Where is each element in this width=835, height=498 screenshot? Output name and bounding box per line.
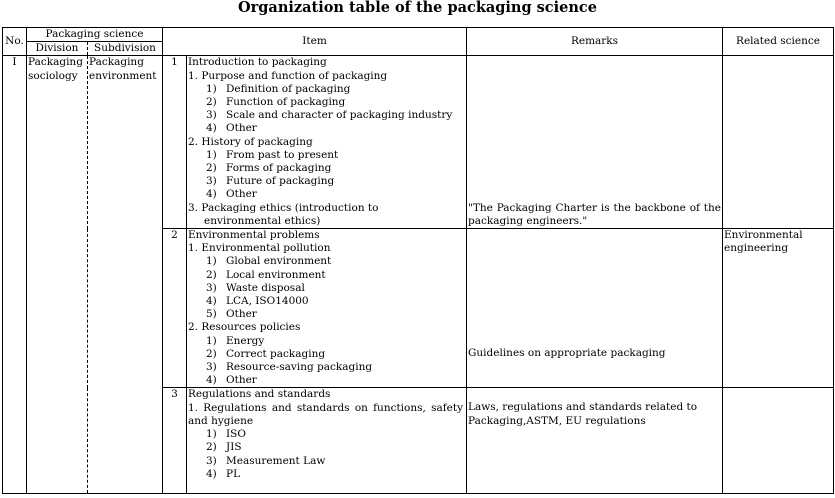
remark-spacer <box>468 229 721 347</box>
item-number: 4) <box>206 295 217 308</box>
item-text: Other <box>226 188 257 201</box>
section-number: 2 <box>163 229 187 388</box>
item-number: 3) <box>206 109 217 122</box>
list-item <box>188 295 465 308</box>
section-number: 1 <box>163 56 187 229</box>
related-cell: Environmental engineering <box>723 229 834 388</box>
section-heading: Introduction to packaging <box>188 56 327 69</box>
item-text: Other <box>226 308 257 321</box>
header-subdivision: Subdivision <box>88 42 163 56</box>
remark-text: Laws, regulations and standards related to Packaging,ASTM, EU regulations <box>468 401 698 427</box>
ethics-line-cont: environmental ethics) <box>204 214 321 227</box>
list-item <box>188 308 465 321</box>
group-label: 1. Environmental pollution <box>188 242 331 255</box>
item-number: 1) <box>206 334 217 347</box>
list-item <box>188 441 465 454</box>
item-number: 2) <box>206 347 217 360</box>
list-item <box>188 122 465 135</box>
header-related-science: Related science <box>723 28 834 56</box>
section-heading: Environmental problems <box>188 229 320 242</box>
item-number: 3) <box>206 454 217 467</box>
header-item: Item <box>163 28 467 56</box>
item-number: 1) <box>206 428 217 441</box>
subdivision-cell: Packaging environment <box>88 56 163 494</box>
item-number: 4) <box>206 188 217 201</box>
item-number: 3) <box>206 281 217 294</box>
list-item <box>188 109 465 122</box>
item-text: Resource-saving packaging <box>226 361 373 374</box>
item-text: Correct packaging <box>226 347 326 360</box>
list-item <box>188 361 465 374</box>
header-division: Division <box>27 42 88 56</box>
item-text: Definition of packaging <box>226 82 351 95</box>
row-number: I <box>3 56 27 494</box>
item-number: 1) <box>206 148 217 161</box>
list-item <box>188 282 465 295</box>
list-item <box>188 269 465 282</box>
item-text: JIS <box>226 441 242 454</box>
list-item <box>188 188 465 201</box>
item-text: Forms of packaging <box>226 162 332 175</box>
section-item-cell <box>187 229 467 388</box>
item-number: 2) <box>206 268 217 281</box>
list-item <box>188 162 465 175</box>
item-number: 1) <box>206 82 217 95</box>
item-text: Measurement Law <box>226 454 326 467</box>
item-text: ISO <box>226 428 246 441</box>
related-cell <box>723 388 834 494</box>
group-label: 2. History of packaging <box>188 135 313 148</box>
list-item <box>188 335 465 348</box>
item-number: 1) <box>206 255 217 268</box>
item-text: Scale and character of packaging industry <box>226 109 453 122</box>
division-cell: Packaging sociology <box>27 56 88 494</box>
item-text: LCA, ISO14000 <box>226 295 309 308</box>
related-cell <box>723 56 834 229</box>
header-packaging-science: Packaging science <box>27 28 163 42</box>
header-no: No. <box>3 28 27 56</box>
list-item <box>188 428 465 441</box>
section-lead: 1. Regulations and standards on functions, safety and hygiene <box>188 401 464 427</box>
item-number: 2) <box>206 162 217 175</box>
list-item <box>188 468 465 481</box>
list-item <box>188 149 465 162</box>
item-number: 4) <box>206 122 217 135</box>
remark-text: "The Packaging Charter is the backbone of the packaging engineers." <box>468 201 722 227</box>
ethics-line: 3. Packaging ethics (introduction to <box>188 201 379 214</box>
list-item <box>188 175 465 188</box>
item-text: PL <box>226 467 241 480</box>
remark-text: Guidelines on appropriate packaging <box>468 347 666 360</box>
remarks-cell <box>467 388 723 494</box>
section-number: 3 <box>163 388 187 494</box>
item-text: Future of packaging <box>226 175 335 188</box>
item-number: 2) <box>206 96 217 109</box>
group-label: 2. Resources policies <box>188 321 301 334</box>
section-heading: Regulations and standards <box>188 388 331 401</box>
list-item <box>188 83 465 96</box>
item-text: Local environment <box>226 268 326 281</box>
list-item <box>188 255 465 268</box>
item-number: 4) <box>206 374 217 387</box>
item-number: 5) <box>206 308 217 321</box>
item-number: 2) <box>206 441 217 454</box>
page-title: Organization table of the packaging science <box>238 0 597 16</box>
organization-table <box>2 27 834 494</box>
item-text: Other <box>226 122 257 135</box>
item-number: 3) <box>206 361 217 374</box>
remarks-cell <box>467 56 723 229</box>
list-item <box>188 96 465 109</box>
remarks-cell <box>467 229 723 388</box>
section-item-cell <box>187 388 467 494</box>
item-text: Function of packaging <box>226 96 346 109</box>
item-text: From past to present <box>226 148 339 161</box>
list-item <box>188 348 465 361</box>
item-text: Other <box>226 374 257 387</box>
remark-spacer <box>468 388 721 401</box>
list-item <box>188 374 465 387</box>
item-number: 3) <box>206 175 217 188</box>
item-text: Global environment <box>226 255 332 268</box>
list-item <box>188 455 465 468</box>
item-text: Waste disposal <box>226 281 305 294</box>
item-number: 4) <box>206 467 217 480</box>
group-label: 1. Purpose and function of packaging <box>188 69 388 82</box>
header-remarks: Remarks <box>467 28 723 56</box>
section-item-cell <box>187 56 467 229</box>
item-text: Energy <box>226 334 265 347</box>
